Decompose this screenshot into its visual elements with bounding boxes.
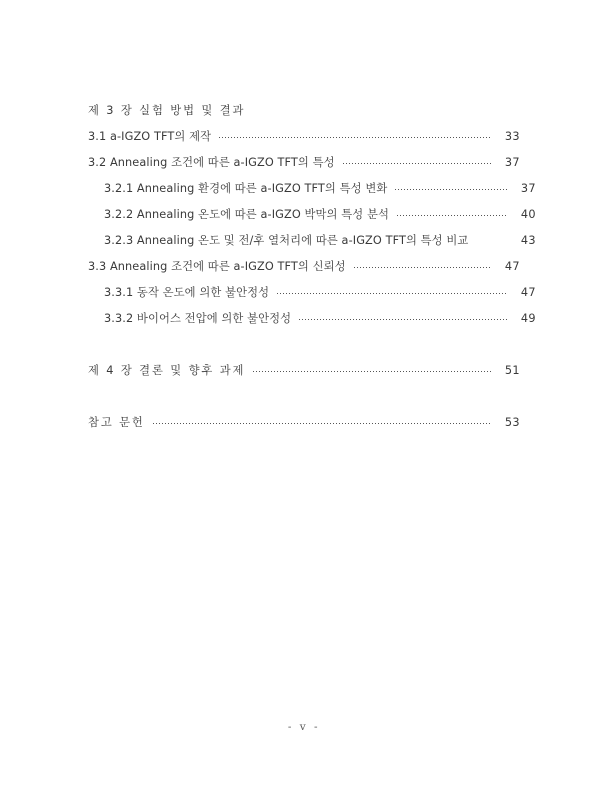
toc-entry-page: 37 [520, 182, 536, 195]
toc-leader-dots [298, 319, 507, 320]
toc-section-gap [88, 332, 520, 358]
toc-leader-dots [342, 163, 491, 164]
toc-entry-references[interactable] [88, 410, 520, 436]
page-number-footer: - v - [287, 721, 321, 733]
toc-leader-dots [152, 423, 491, 424]
table-of-contents [88, 98, 536, 436]
toc-entry-label: 3.1 a-IGZO TFT의 제작 [88, 130, 212, 143]
toc-entry-label: 3.2.1 Annealing 환경에 따른 a-IGZO TFT의 특성 변화 [104, 182, 388, 195]
toc-entry-page: 47 [520, 286, 536, 299]
toc-entry-page: 40 [520, 208, 536, 221]
toc-section-gap [88, 384, 520, 410]
toc-entry-3-3[interactable] [88, 254, 520, 280]
toc-entry-label: 3.2.2 Annealing 온도에 따른 a-IGZO 박막의 특성 분석 [104, 208, 389, 221]
toc-entry-label: 참고 문헌 [88, 416, 145, 429]
toc-entry-3-2[interactable] [88, 150, 520, 176]
toc-entry-label: 제 3 장 실험 방법 및 결과 [88, 104, 246, 117]
toc-leader-dots [468, 241, 506, 242]
toc-leader-dots [353, 267, 491, 268]
toc-entry-page: 43 [520, 234, 536, 247]
toc-entry-page: 51 [504, 364, 520, 377]
toc-entry-3-3-2[interactable] [88, 306, 536, 332]
toc-leader-dots [394, 189, 507, 190]
toc-entry-3-3-1[interactable] [88, 280, 536, 306]
toc-leader-dots [396, 215, 507, 216]
toc-entry-page: 33 [504, 130, 520, 143]
toc-leader-dots [218, 137, 491, 138]
toc-entry-page: 49 [520, 312, 536, 325]
toc-entry-label: 3.3.2 바이어스 전압에 의한 불안정성 [104, 312, 292, 325]
toc-entry-page: 53 [504, 416, 520, 429]
toc-leader-dots [276, 293, 507, 294]
toc-entry-chapter-3[interactable] [88, 98, 520, 124]
toc-entry-label: 3.3.1 동작 온도에 의한 불안정성 [104, 286, 270, 299]
toc-entry-page: 47 [504, 260, 520, 273]
toc-entry-chapter-4[interactable] [88, 358, 520, 384]
toc-leader-dots [252, 371, 491, 372]
toc-entry-3-2-2[interactable] [88, 202, 536, 228]
toc-entry-label: 3.2.3 Annealing 온도 및 전/후 열처리에 따른 a-IGZO TFT의 특성 비교 [104, 234, 469, 247]
toc-entry-label: 제 4 장 결론 및 향후 과제 [88, 364, 246, 377]
toc-entry-3-2-3[interactable] [88, 228, 536, 254]
toc-entry-label: 3.2 Annealing 조건에 따른 a-IGZO TFT의 특성 [88, 156, 335, 169]
toc-entry-3-2-1[interactable] [88, 176, 536, 202]
toc-entry-page: 37 [504, 156, 520, 169]
toc-entry-3-1[interactable] [88, 124, 520, 150]
toc-entry-label: 3.3 Annealing 조건에 따른 a-IGZO TFT의 신뢰성 [88, 260, 346, 273]
